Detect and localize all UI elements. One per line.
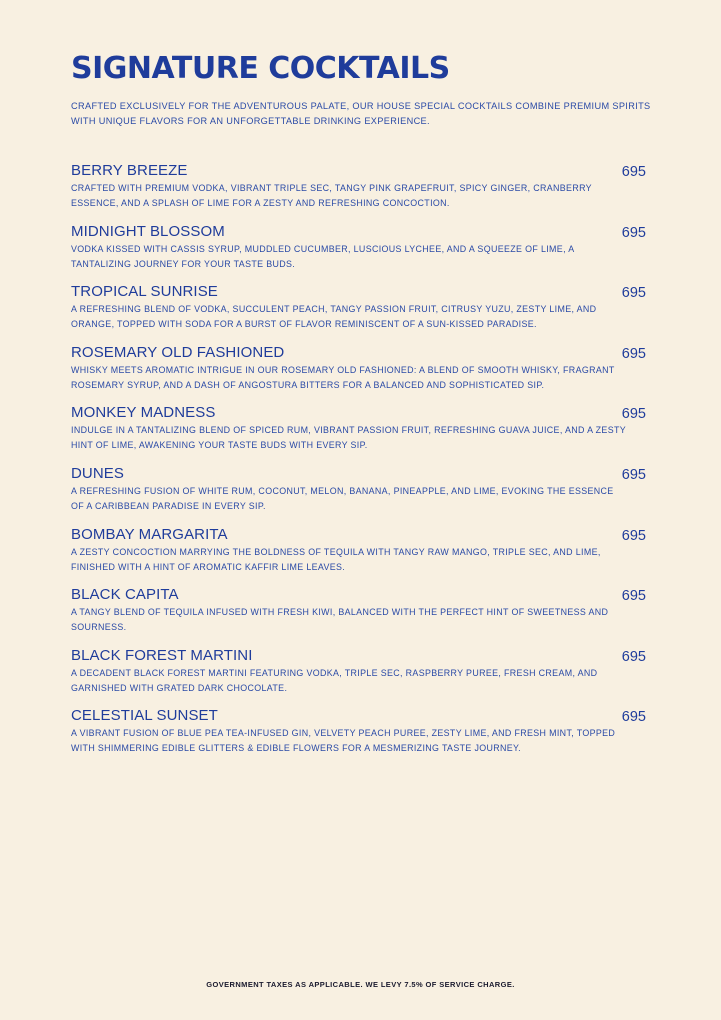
menu-item [71,646,651,707]
item-description: VODKA KISSED WITH CASSIS SYRUP, MUDDLED CUCUMBER, LUSCIOUS LYCHEE, AND A SQUEEZE OF LIME, A TANTALIZING JOURNEY FOR YOUR TASTE BUDS. [71,243,574,269]
cocktail-list [71,161,651,767]
menu-item [71,525,651,586]
menu-item [71,403,651,464]
item-price: 695 [621,285,646,302]
item-price: 695 [621,224,646,241]
menu-item [71,282,651,343]
item-name: BLACK FOREST MARTINI [71,646,253,664]
item-price: 695 [621,527,646,544]
intro-text: CRAFTED EXCLUSIVELY FOR THE ADVENTUROUS PALATE, OUR HOUSE SPECIAL COCKTAILS COMBINE PREMIUM SPIRITS WITH UNIQUE FLAVORS FOR AN UNFORGETTABLE DRINKING EXPERIENCE. [71,101,651,126]
item-name: BERRY BREEZE [71,162,188,179]
item-price: 695 [621,345,646,362]
item-description: CRAFTED WITH PREMIUM VODKA, VIBRANT TRIPLE SEC, TANGY PINK GRAPEFRUIT, SPICY GINGER, CRANBERRY ESSENCE, AND A SPLASH OF LIME FOR A ZESTY AND REFRESHING CONCOCTION. [71,183,592,208]
item-price: 695 [621,709,646,726]
item-name: MONKEY MADNESS [71,404,216,422]
item-description: WHISKY MEETS AROMATIC INTRIGUE IN OUR ROSEMARY OLD FASHIONED: A BLEND OF SMOOTH WHISKY, FRAGRANT ROSEMARY SYRUP, AND A DASH OF ANGOSTURA BITTERS FOR A BALANCED AND SOPHISTICATED SIP. [71,364,615,390]
menu-item [71,585,651,646]
page-title: SIGNATURE COCKTAILS [71,51,450,86]
item-name: MIDNIGHT BLOSSOM [71,222,225,240]
item-description: A ZESTY CONCOCTION MARRYING THE BOLDNESS OF TEQUILA WITH TANGY RAW MANGO, TRIPLE SEC, AND LIME, FINISHED WITH A HINT OF AROMATIC KAFFIR LIME LEAVES. [71,546,601,572]
item-description: A DECADENT BLACK FOREST MARTINI FEATURING VODKA, TRIPLE SEC, RASPBERRY PUREE, FRESH CREAM, AND GARNISHED WITH GRATED DARK CHOCOLATE. [71,667,598,693]
item-description: A TANGY BLEND OF TEQUILA INFUSED WITH FRESH KIWI, BALANCED WITH THE PERFECT HINT OF SWEETNESS AND SOURNESS. [71,607,609,633]
menu-item [71,464,651,525]
menu-item [71,343,651,404]
footer-note: GOVERNMENT TAXES AS APPLICABLE. WE LEVY 7.5% OF SERVICE CHARGE. [206,980,515,989]
item-description: A VIBRANT FUSION OF BLUE PEA TEA-INFUSED GIN, VELVETY PEACH PUREE, ZESTY LIME, AND FRESH MINT, TOPPED WITH SHIMMERING EDIBLE GLITTERS & EDIBLE FLOWERS FOR A MESMERIZING TASTE JOURNEY. [71,728,616,754]
item-price: 695 [621,406,646,423]
menu-item [71,222,651,283]
menu-item [71,706,651,767]
item-name: BOMBAY MARGARITA [71,525,228,543]
item-name: DUNES [71,464,125,482]
item-description: INDULGE IN A TANTALIZING BLEND OF SPICED RUM, VIBRANT PASSION FRUIT, REFRESHING GUAVA JUICE, AND A ZESTY HINT OF LIME, AWAKENING YOUR TASTE BUDS WITH EVERY SIP. [71,425,626,451]
item-price: 695 [621,164,646,180]
item-name: CELESTIAL SUNSET [71,707,218,725]
item-description: A REFRESHING FUSION OF WHITE RUM, COCONUT, MELON, BANANA, PINEAPPLE, AND LIME, EVOKING THE ESSENCE OF A CARIBBEAN PARADISE IN EVERY SIP. [71,485,614,511]
item-price: 695 [621,588,646,605]
item-name: BLACK CAPITA [71,586,179,604]
menu-item [71,161,651,222]
item-name: ROSEMARY OLD FASHIONED [71,343,285,361]
item-price: 695 [621,466,646,483]
item-name: TROPICAL SUNRISE [71,283,218,301]
item-description: A REFRESHING BLEND OF VODKA, SUCCULENT PEACH, TANGY PASSION FRUIT, CITRUSY YUZU, ZESTY LIME, AND ORANGE, TOPPED WITH SODA FOR A BURST OF FLAVOR REMINISCENT OF A SUN-KISSED PARADISE. [71,304,597,330]
item-price: 695 [621,648,646,665]
